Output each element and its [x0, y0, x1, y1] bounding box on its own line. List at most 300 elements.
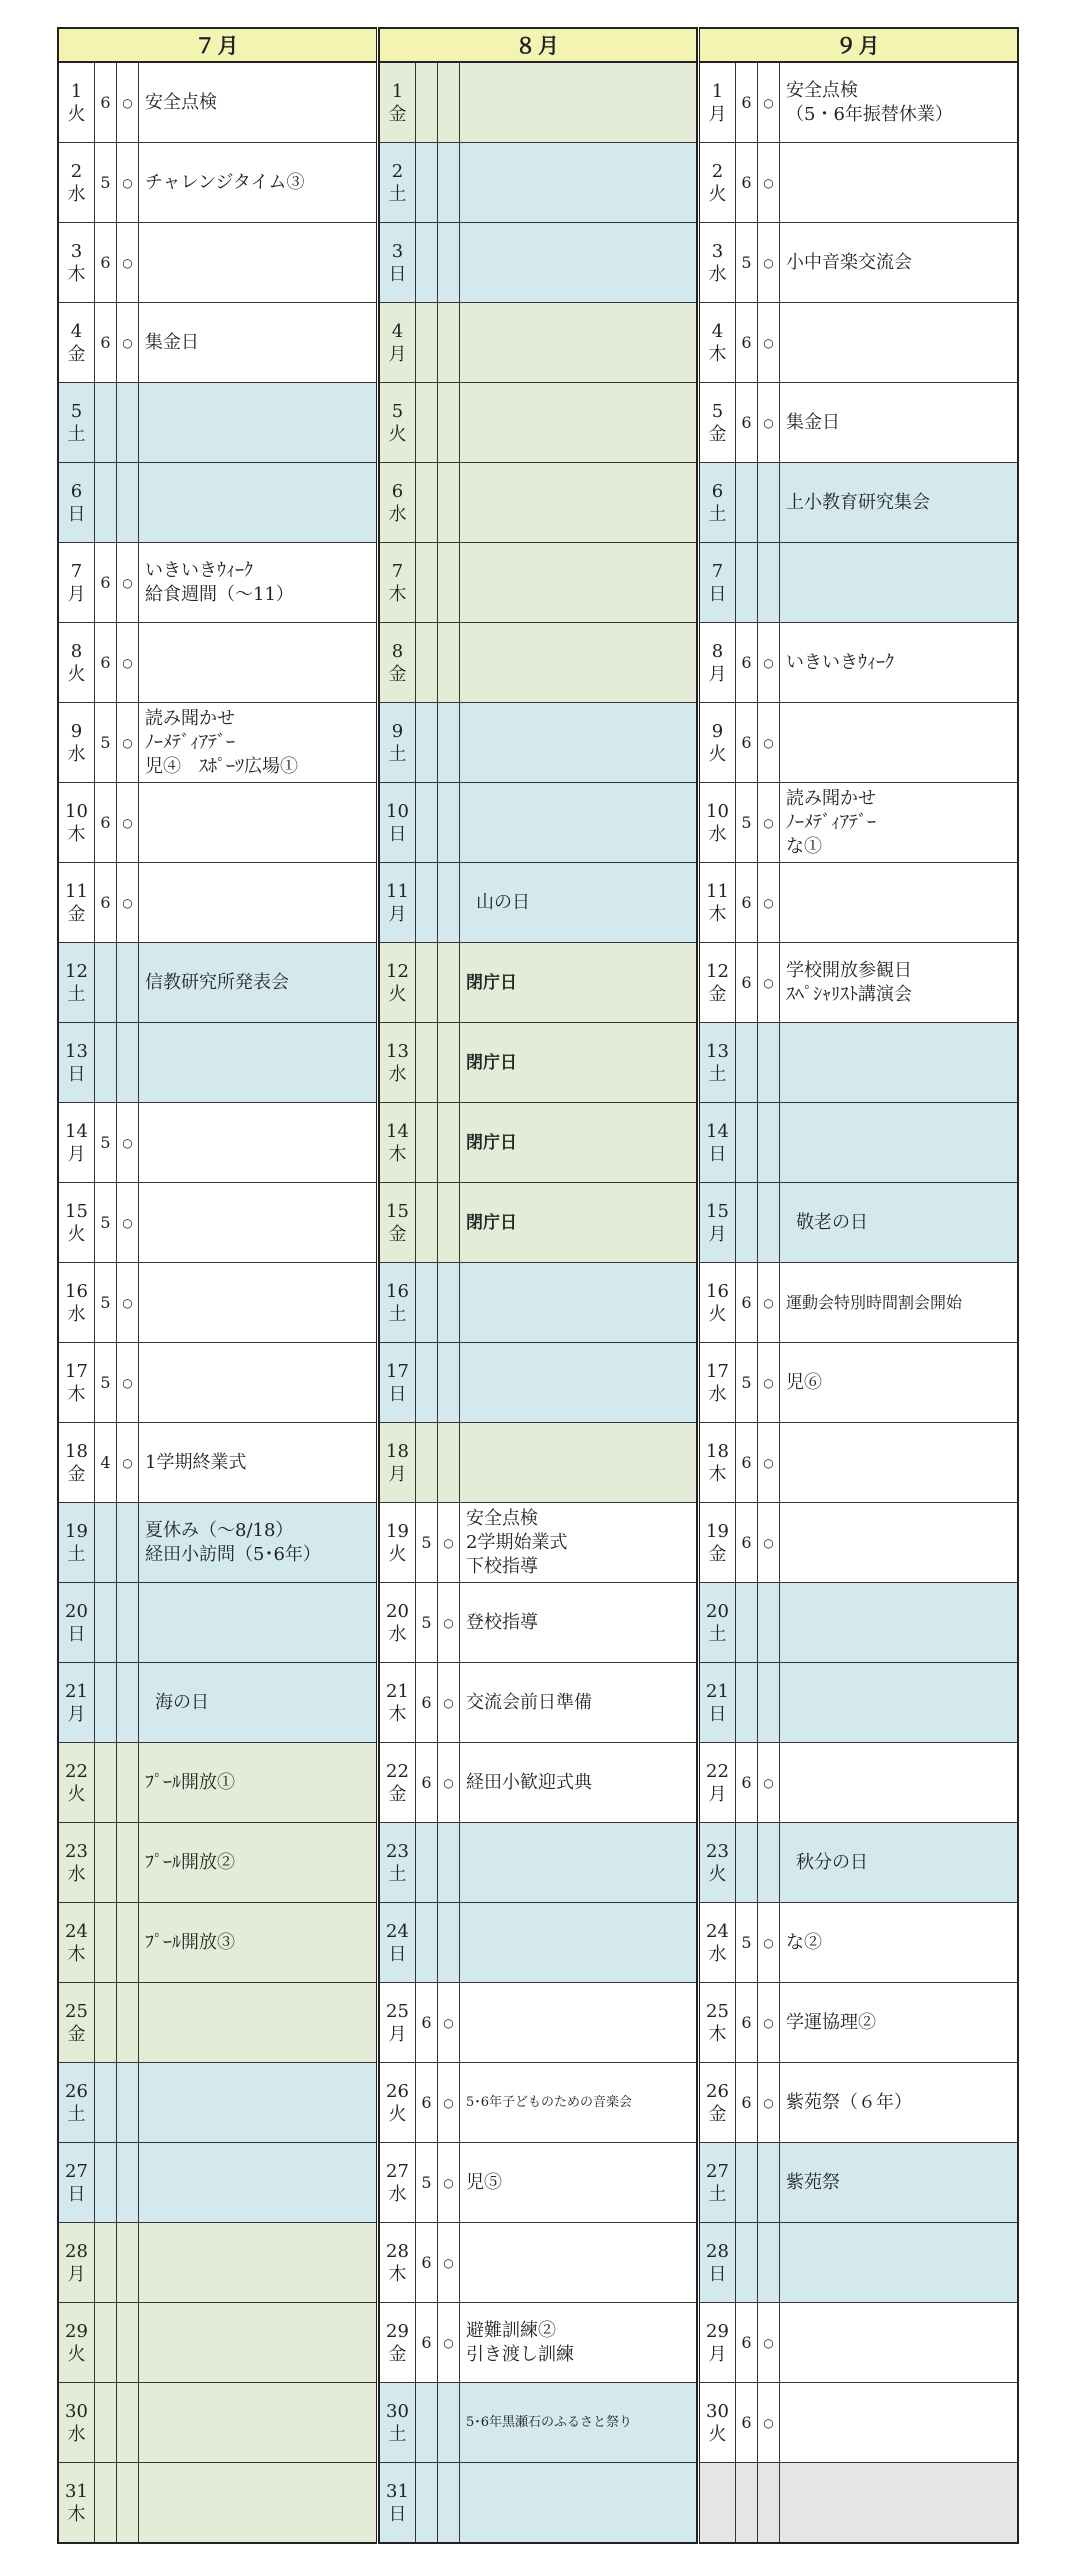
- day-row: [380, 703, 696, 783]
- lunch-mark: [117, 1743, 139, 1822]
- date-cell: [380, 463, 416, 542]
- weekday: 木: [388, 2263, 407, 2285]
- weekday: 月: [708, 103, 727, 125]
- day-number: 13: [65, 1040, 88, 1062]
- period-count: [416, 1423, 438, 1502]
- event-text: [780, 2383, 1017, 2462]
- date-cell: [380, 1903, 416, 1982]
- date-cell: [380, 2063, 416, 2142]
- event-text: [780, 1583, 1017, 1662]
- period-count: [736, 2143, 758, 2222]
- period-count: 6: [416, 2063, 438, 2142]
- day-row: [380, 63, 696, 143]
- period-count: 6: [736, 63, 758, 142]
- period-count: [416, 1823, 438, 1902]
- period-count: 6: [416, 2223, 438, 2302]
- lunch-mark: [438, 1263, 460, 1342]
- date-cell: [59, 1903, 95, 1982]
- weekday: 火: [708, 1303, 727, 1325]
- date-cell: [59, 1023, 95, 1102]
- event-text: [780, 1103, 1017, 1182]
- date-cell: [380, 1663, 416, 1742]
- weekday: 木: [708, 1463, 727, 1485]
- lunch-mark: ○: [758, 2063, 780, 2142]
- lunch-mark: [438, 623, 460, 702]
- day-number: 8: [391, 640, 404, 662]
- event-text: チャレンジタイム③: [145, 171, 305, 193]
- day-row: [380, 2223, 696, 2303]
- event-text: [139, 1583, 376, 1662]
- date-cell: [700, 2063, 736, 2142]
- weekday: 日: [388, 263, 407, 285]
- day-rows: [380, 63, 696, 2542]
- weekday: 月: [708, 1783, 727, 1805]
- event-text: [780, 1023, 1017, 1102]
- date-cell: [380, 863, 416, 942]
- day-number: 17: [386, 1360, 409, 1382]
- weekday: 土: [708, 1623, 727, 1645]
- date-cell: [59, 543, 95, 622]
- event-text: [139, 2303, 376, 2382]
- lunch-mark: [758, 463, 780, 542]
- period-count: [416, 943, 438, 1022]
- event-text: [139, 863, 376, 942]
- period-count: [95, 943, 117, 1022]
- period-count: [416, 2383, 438, 2462]
- day-number: 14: [65, 1120, 88, 1142]
- weekday: 日: [708, 2263, 727, 2285]
- event-text: 児⑥: [786, 1371, 822, 1393]
- period-count: [416, 63, 438, 142]
- weekday: 月: [708, 1223, 727, 1245]
- weekday: 水: [388, 1063, 407, 1085]
- lunch-mark: ○: [758, 63, 780, 142]
- day-number: 10: [386, 800, 409, 822]
- event-text: [460, 703, 696, 782]
- date-cell: [59, 2303, 95, 2382]
- period-count: [416, 143, 438, 222]
- period-count: [736, 1183, 758, 1262]
- event-text: [139, 1183, 376, 1262]
- day-number: 30: [706, 2400, 729, 2422]
- event-text: [780, 2303, 1017, 2382]
- weekday: 日: [708, 1703, 727, 1725]
- day-number: 27: [706, 2160, 729, 2182]
- weekday: 木: [67, 263, 86, 285]
- lunch-mark: [438, 223, 460, 302]
- lunch-mark: [438, 383, 460, 462]
- day-row: [59, 1743, 376, 1823]
- day-number: 3: [70, 240, 83, 262]
- day-number: 22: [386, 1760, 409, 1782]
- day-number: 31: [386, 2480, 409, 2502]
- period-count: [736, 1583, 758, 1662]
- lunch-mark: ○: [117, 703, 139, 782]
- weekday: 木: [388, 1143, 407, 1165]
- weekday: 土: [67, 423, 86, 445]
- date-cell: [700, 1663, 736, 1742]
- event-text: [780, 2223, 1017, 2302]
- event-text: 集金日: [786, 411, 840, 433]
- event-text: [460, 463, 696, 542]
- month-header: ８月: [380, 29, 696, 63]
- lunch-mark: ○: [758, 1743, 780, 1822]
- event-text: [460, 623, 696, 702]
- day-number: 3: [391, 240, 404, 262]
- weekday: 木: [708, 903, 727, 925]
- event-text: [139, 2223, 376, 2302]
- day-number: 16: [386, 1280, 409, 1302]
- lunch-mark: [438, 1343, 460, 1422]
- lunch-mark: [117, 1903, 139, 1982]
- day-number: 4: [70, 320, 83, 342]
- day-row: [380, 2063, 696, 2143]
- date-cell: [700, 1183, 736, 1262]
- period-count: [95, 2143, 117, 2222]
- event-text: [460, 1423, 696, 1502]
- weekday: 水: [67, 2423, 86, 2445]
- weekday: 金: [388, 2343, 407, 2365]
- lunch-mark: [117, 1503, 139, 1582]
- event-text: [780, 2463, 1017, 2542]
- period-count: 6: [736, 303, 758, 382]
- lunch-mark: ○: [117, 543, 139, 622]
- day-row: [380, 2383, 696, 2463]
- lunch-mark: [117, 1983, 139, 2062]
- weekday: 金: [708, 1543, 727, 1565]
- date-cell: [59, 143, 95, 222]
- weekday: 月: [67, 583, 86, 605]
- period-count: 6: [736, 2383, 758, 2462]
- lunch-mark: ○: [758, 303, 780, 382]
- lunch-mark: ○: [438, 1743, 460, 1822]
- weekday: 月: [67, 1703, 86, 1725]
- period-count: [416, 863, 438, 942]
- period-count: 6: [95, 863, 117, 942]
- day-number: 29: [706, 2320, 729, 2342]
- day-number: 29: [386, 2320, 409, 2342]
- weekday: 日: [67, 1063, 86, 1085]
- day-row: [380, 1903, 696, 1983]
- weekday: 日: [67, 2183, 86, 2205]
- date-cell: [700, 943, 736, 1022]
- event-text: [780, 143, 1017, 222]
- date-cell: [380, 543, 416, 622]
- event-text: 登校指導: [466, 1611, 538, 1633]
- lunch-mark: [438, 1183, 460, 1262]
- weekday: 土: [67, 983, 86, 1005]
- lunch-mark: ○: [117, 63, 139, 142]
- period-count: 5: [736, 223, 758, 302]
- day-number: 11: [65, 880, 88, 902]
- day-row: [700, 383, 1017, 463]
- event-text: [780, 303, 1017, 382]
- date-cell: [380, 2463, 416, 2542]
- day-number: 24: [386, 1920, 409, 1942]
- date-cell: [700, 1823, 736, 1902]
- event-text: 夏休み（～8/18） 経田小訪問（5･6年）: [145, 1519, 321, 1565]
- period-count: 6: [736, 2063, 758, 2142]
- day-number: 29: [65, 2320, 88, 2342]
- lunch-mark: ○: [117, 1343, 139, 1422]
- day-number: 17: [65, 1360, 88, 1382]
- date-cell: [700, 63, 736, 142]
- day-row: [700, 1503, 1017, 1583]
- lunch-mark: [758, 1663, 780, 1742]
- day-row: [380, 1263, 696, 1343]
- date-cell: [59, 1423, 95, 1502]
- weekday: 日: [388, 1383, 407, 1405]
- weekday: 金: [388, 103, 407, 125]
- day-row: [59, 223, 376, 303]
- event-text: 紫苑祭: [786, 2171, 840, 2193]
- day-number: 26: [706, 2080, 729, 2102]
- event-text: [139, 2463, 376, 2542]
- date-cell: [59, 463, 95, 542]
- day-row: [700, 1983, 1017, 2063]
- event-text: [139, 223, 376, 302]
- lunch-mark: [438, 1823, 460, 1902]
- period-count: 6: [736, 1983, 758, 2062]
- event-text: 学運協理②: [786, 2011, 876, 2033]
- lunch-mark: [117, 1663, 139, 1742]
- date-cell: [700, 383, 736, 462]
- day-number: 16: [65, 1280, 88, 1302]
- day-number: 5: [70, 400, 83, 422]
- day-row: [59, 1263, 376, 1343]
- day-row: [700, 1663, 1017, 1743]
- period-count: 6: [736, 383, 758, 462]
- weekday: 火: [388, 2103, 407, 2125]
- date-cell: [380, 1503, 416, 1582]
- date-cell: [380, 1423, 416, 1502]
- weekday: 木: [67, 2503, 86, 2525]
- day-number: 24: [65, 1920, 88, 1942]
- day-row: [59, 1903, 376, 1983]
- weekday: 金: [67, 1463, 86, 1485]
- lunch-mark: ○: [117, 223, 139, 302]
- date-cell: [59, 2223, 95, 2302]
- event-text: 安全点検: [145, 91, 217, 113]
- day-number: 11: [706, 880, 729, 902]
- day-number: 25: [386, 2000, 409, 2022]
- event-text: [460, 1343, 696, 1422]
- date-cell: [380, 1183, 416, 1262]
- day-number: 23: [706, 1840, 729, 1862]
- event-text: [139, 1103, 376, 1182]
- weekday: 月: [67, 1143, 86, 1165]
- day-row: [700, 1263, 1017, 1343]
- period-count: 6: [95, 223, 117, 302]
- weekday: 金: [388, 1783, 407, 1805]
- period-count: 6: [736, 943, 758, 1022]
- day-row: [700, 863, 1017, 943]
- period-count: [95, 2063, 117, 2142]
- weekday: 土: [388, 743, 407, 765]
- day-number: 23: [65, 1840, 88, 1862]
- event-text: ﾌﾟｰﾙ開放③: [145, 1931, 235, 1953]
- lunch-mark: [117, 1823, 139, 1902]
- lunch-mark: ○: [758, 943, 780, 1022]
- period-count: 6: [736, 143, 758, 222]
- date-cell: [380, 1343, 416, 1422]
- period-count: [416, 223, 438, 302]
- day-row: [700, 1823, 1017, 1903]
- lunch-mark: [117, 1583, 139, 1662]
- day-row: [59, 2303, 376, 2383]
- day-number: 24: [706, 1920, 729, 1942]
- day-row: [700, 1103, 1017, 1183]
- period-count: [95, 1663, 117, 1742]
- period-count: 6: [736, 863, 758, 942]
- day-number: 2: [711, 160, 724, 182]
- period-count: 6: [736, 1743, 758, 1822]
- date-cell: [59, 863, 95, 942]
- lunch-mark: ○: [117, 1183, 139, 1262]
- day-row: [59, 1103, 376, 1183]
- event-text: 避難訓練② 引き渡し訓練: [466, 2319, 574, 2365]
- period-count: [95, 1503, 117, 1582]
- lunch-mark: [438, 783, 460, 862]
- day-number: 3: [711, 240, 724, 262]
- lunch-mark: ○: [438, 1503, 460, 1582]
- event-text: 紫苑祭（６年）: [786, 2091, 912, 2113]
- date-cell: [380, 1583, 416, 1662]
- date-cell: [700, 1423, 736, 1502]
- period-count: [95, 463, 117, 542]
- month-column-9: [699, 27, 1019, 2544]
- weekday: 日: [708, 583, 727, 605]
- event-text: [780, 1743, 1017, 1822]
- day-number: 12: [65, 960, 88, 982]
- period-count: [736, 1663, 758, 1742]
- day-number: 27: [65, 2160, 88, 2182]
- day-number: 6: [70, 480, 83, 502]
- day-row: [380, 783, 696, 863]
- day-row: [59, 383, 376, 463]
- period-count: [95, 1583, 117, 1662]
- period-count: 6: [95, 303, 117, 382]
- weekday: 金: [708, 423, 727, 445]
- date-cell: [59, 303, 95, 382]
- day-row: [59, 783, 376, 863]
- date-cell: [59, 2383, 95, 2462]
- weekday: 土: [388, 183, 407, 205]
- period-count: [736, 1823, 758, 1902]
- weekday: 土: [67, 1543, 86, 1565]
- event-text: 運動会特別時間割会開始: [786, 1292, 963, 1312]
- lunch-mark: [438, 863, 460, 942]
- lunch-mark: ○: [758, 2383, 780, 2462]
- lunch-mark: [758, 1103, 780, 1182]
- date-cell: [59, 623, 95, 702]
- period-count: [95, 1983, 117, 2062]
- weekday: 水: [388, 503, 407, 525]
- day-row: [59, 2143, 376, 2223]
- period-count: 5: [416, 1503, 438, 1582]
- period-count: 5: [95, 703, 117, 782]
- lunch-mark: [758, 2463, 780, 2542]
- day-row: [380, 1183, 696, 1263]
- lunch-mark: [758, 2143, 780, 2222]
- weekday: 木: [67, 1383, 86, 1405]
- lunch-mark: [758, 1023, 780, 1102]
- day-number: 26: [65, 2080, 88, 2102]
- event-text: 閉庁日: [466, 972, 517, 993]
- weekday: 月: [388, 903, 407, 925]
- event-text: 閉庁日: [466, 1132, 517, 1153]
- event-text: 読み聞かせ ﾉｰﾒﾃﾞｨｱﾃﾞｰ な①: [786, 787, 876, 857]
- lunch-mark: ○: [438, 1983, 460, 2062]
- date-cell: [59, 1343, 95, 1422]
- period-count: 6: [736, 703, 758, 782]
- lunch-mark: [758, 1583, 780, 1662]
- day-row: [380, 2463, 696, 2542]
- day-row: [380, 1583, 696, 1663]
- lunch-mark: ○: [438, 1663, 460, 1742]
- day-row: [700, 463, 1017, 543]
- lunch-mark: ○: [117, 783, 139, 862]
- date-cell: [380, 1983, 416, 2062]
- day-row: [700, 2063, 1017, 2143]
- period-count: 5: [95, 1103, 117, 1182]
- day-number: 5: [391, 400, 404, 422]
- date-cell: [59, 223, 95, 302]
- weekday: 火: [708, 1863, 727, 1885]
- weekday: 日: [388, 823, 407, 845]
- weekday: 水: [388, 2183, 407, 2205]
- day-row: [700, 1903, 1017, 1983]
- lunch-mark: [117, 463, 139, 542]
- period-count: [416, 783, 438, 862]
- event-text: 学校開放参観日 ｽﾍﾟｼｬﾘｽﾄ講演会: [786, 959, 912, 1005]
- month-column-8: [378, 27, 698, 2544]
- day-number: 9: [391, 720, 404, 742]
- event-text: [139, 1343, 376, 1422]
- day-row: [700, 1423, 1017, 1503]
- date-cell: [59, 1503, 95, 1582]
- day-number: 1: [391, 80, 404, 102]
- day-row: [380, 463, 696, 543]
- weekday: 水: [708, 263, 727, 285]
- lunch-mark: ○: [117, 1423, 139, 1502]
- date-cell: [59, 1743, 95, 1822]
- event-text: [460, 543, 696, 622]
- lunch-mark: [438, 463, 460, 542]
- date-cell: [700, 1103, 736, 1182]
- period-count: 6: [736, 1503, 758, 1582]
- lunch-mark: [438, 1423, 460, 1502]
- lunch-mark: ○: [758, 1983, 780, 2062]
- weekday: 水: [708, 823, 727, 845]
- day-row: [700, 303, 1017, 383]
- period-count: [736, 1103, 758, 1182]
- event-text: [780, 1423, 1017, 1502]
- period-count: 6: [416, 1663, 438, 1742]
- period-count: 6: [736, 1423, 758, 1502]
- period-count: 6: [736, 2303, 758, 2382]
- date-cell: [700, 543, 736, 622]
- date-cell: [700, 1583, 736, 1662]
- weekday: 水: [67, 183, 86, 205]
- date-cell: [59, 1823, 95, 1902]
- day-row: [380, 223, 696, 303]
- date-cell: [700, 2223, 736, 2302]
- day-number: 20: [65, 1600, 88, 1622]
- weekday: 日: [388, 2503, 407, 2525]
- day-row: [380, 943, 696, 1023]
- day-number: 16: [706, 1280, 729, 1302]
